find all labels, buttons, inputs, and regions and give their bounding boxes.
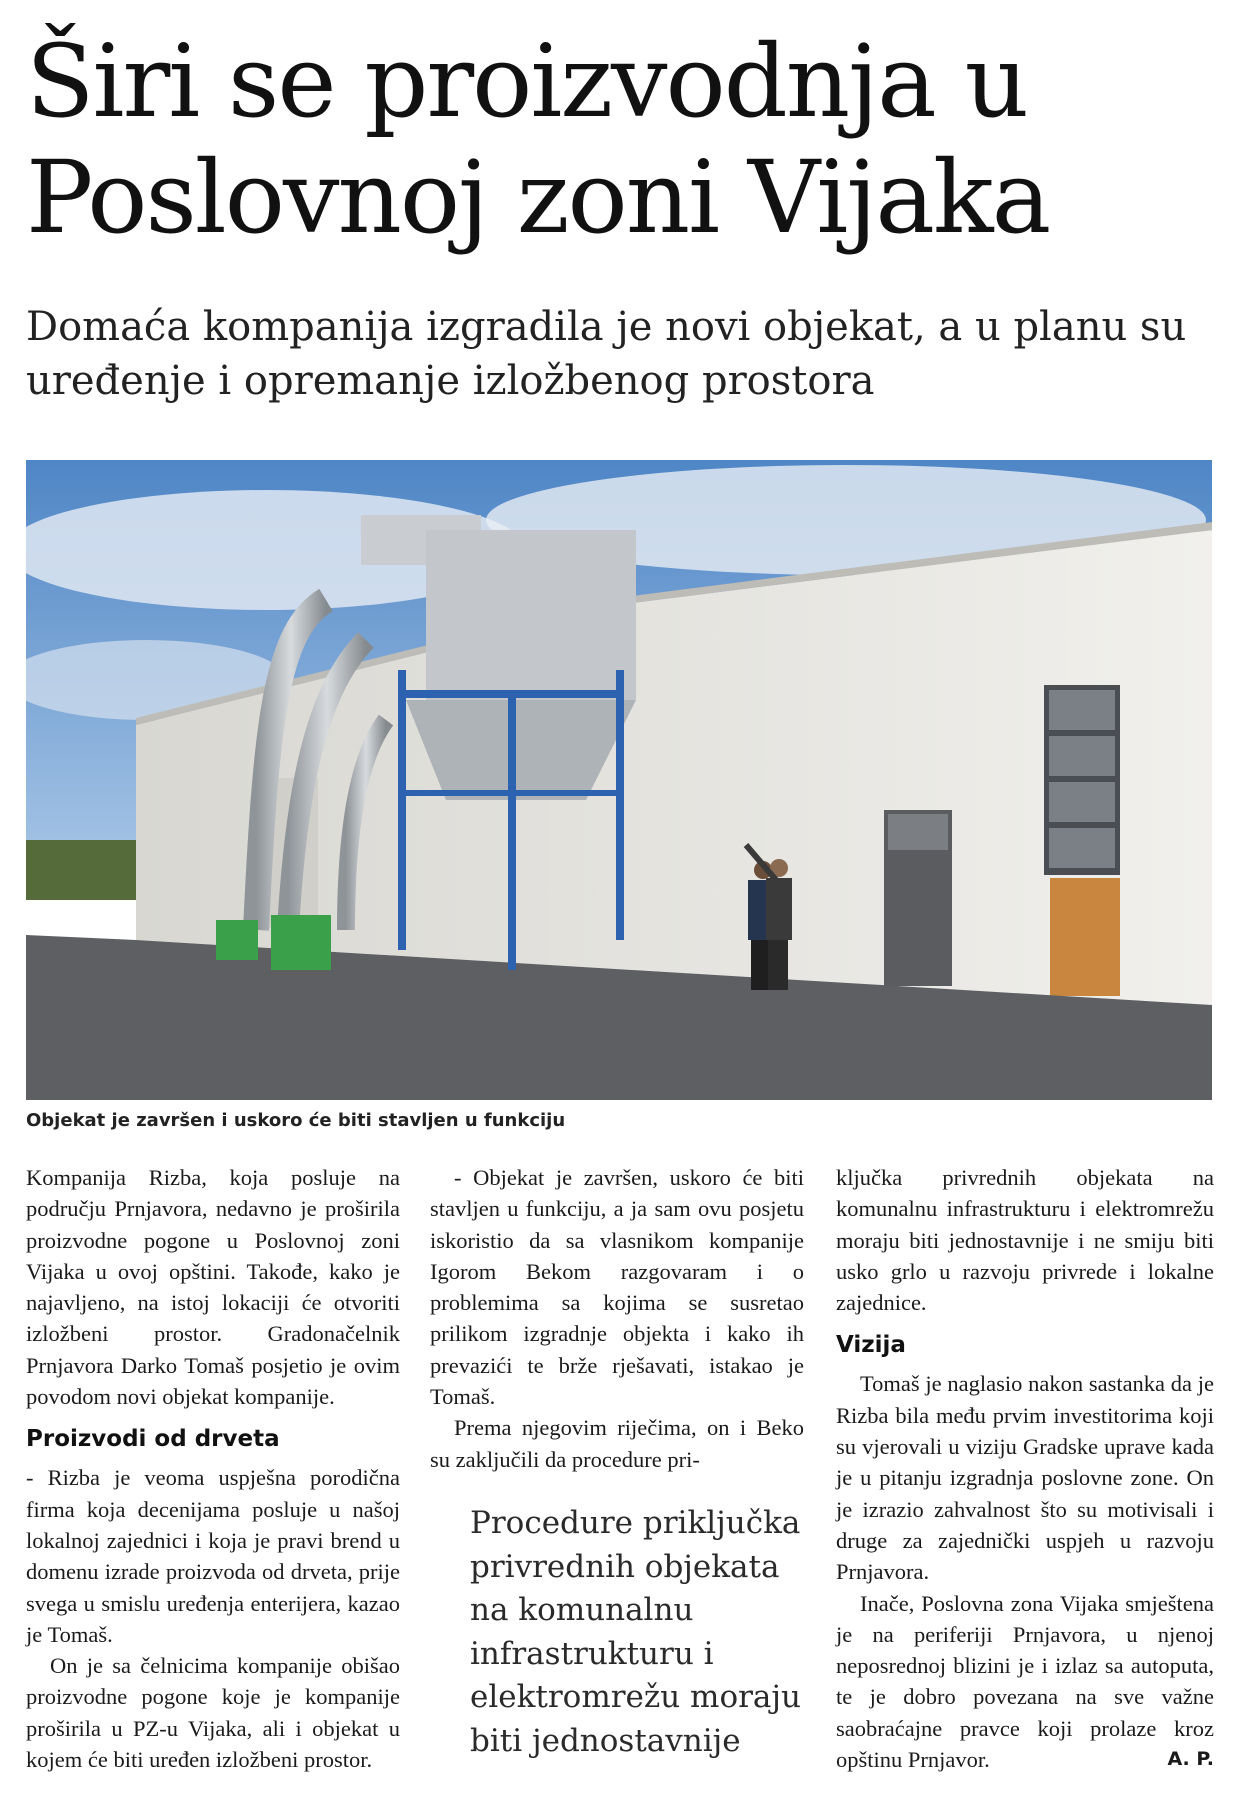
article-column-2: [430, 1162, 804, 1475]
headline: Širi se proizvodnja u Poslovnoj zoni Vijaka: [26, 23, 1050, 256]
fan-unit: [271, 915, 331, 970]
section-heading: Proizvodi od drveta: [26, 1426, 280, 1453]
paragraph: ključka privrednih objekata na komunalnu infrastrukturu i elektromrežu moraju biti jednostavnije i ne smiju biti usko grlo u razvoju privrede i lokalne zajednice.: [836, 1165, 1214, 1316]
factory-photo-illustration: [26, 460, 1212, 1100]
paragraph: [836, 1588, 1214, 1776]
paragraph: - Rizba je veoma uspješna porodična firma koja decenijama posluje u našoj lokalnoj zajednici i koja je pravi brend u domenu izrade proizvoda od drveta, prije svega u smislu uređenja enterijera, kazao je Tomaš.: [26, 1465, 400, 1647]
article-column-3: [836, 1162, 1214, 1775]
paragraph: Tomaš je naglasio nakon sastanka da je Rizba bila među prvim investitorima koji su vjerovali u viziju Gradske uprave kada je u pitanju izgradnja poslovne zone. On je izrazio zahvalnost što su motivisali i druge za zajednički uspjeh u razvoju Prnjavora.: [836, 1371, 1214, 1585]
paragraph: On je sa čelnicima kompanije obišao proizvodne pogone koje je kompanije proširila u PZ-u Vijaka, ali i objekat u kojem će biti uređen izložbeni prostor.: [26, 1653, 400, 1773]
steel-frame: [398, 670, 406, 950]
pull-quote: Procedure priključka privrednih objekata na komunalnu infrastrukturu i elektromrežu moraju biti jednostavnije: [470, 1505, 801, 1759]
paragraph: Kompanija Rizba, koja posluje na području Prnjavora, nedavno je proširila proizvodne pogone u Poslovnoj zoni Vijaka u ovoj opštini. Takođe, kako je najavljeno, na istoj lokaciji će otvoriti izložbeni prostor. Gradonačelnik Prnjavora Darko Tomaš posjetio je ovim povodom novi objekat kompanije.: [26, 1165, 400, 1410]
subheadline: Domaća kompanija izgradila je novi objekat, a u planu su uređenje i opremanje izložbenog prostora: [26, 304, 1187, 404]
paragraph: Prema njegovim riječima, on i Beko su zaključili da procedure pri-: [430, 1415, 804, 1472]
author-initials: A. P.: [1167, 1748, 1214, 1771]
wood-panel: [1050, 878, 1120, 996]
article-column-1: [26, 1162, 400, 1775]
paragraph: - Objekat je završen, uskoro će biti stavljen u funkciju, a ja sam ovu posjetu iskoristio da sa vlasnikom kompanije Igorom Bekom razgovaram i o problemima sa kojima se susretao prilikom izgradnje objekta i kako ih prevazići te brže rješavati, istakao je Tomaš.: [430, 1165, 804, 1410]
person: [766, 878, 792, 940]
section-heading: Vizija: [836, 1332, 906, 1359]
article-photo: [26, 460, 1212, 1100]
paragraph-text: Inače, Poslovna zona Vijaka smještena je na periferiji Prnjavora, u njenoj neposrednoj blizini je i izlaz sa autoputa, te je dobro povezana na sve važne saobraćajne pravce koji prolaze kroz opštinu Prnjavor.: [836, 1590, 1214, 1773]
filter-housing: [426, 530, 636, 700]
trees: [26, 840, 146, 900]
photo-caption: Objekat je završen i uskoro će biti stavljen u funkciju: [26, 1110, 566, 1131]
fan-unit: [216, 920, 258, 960]
